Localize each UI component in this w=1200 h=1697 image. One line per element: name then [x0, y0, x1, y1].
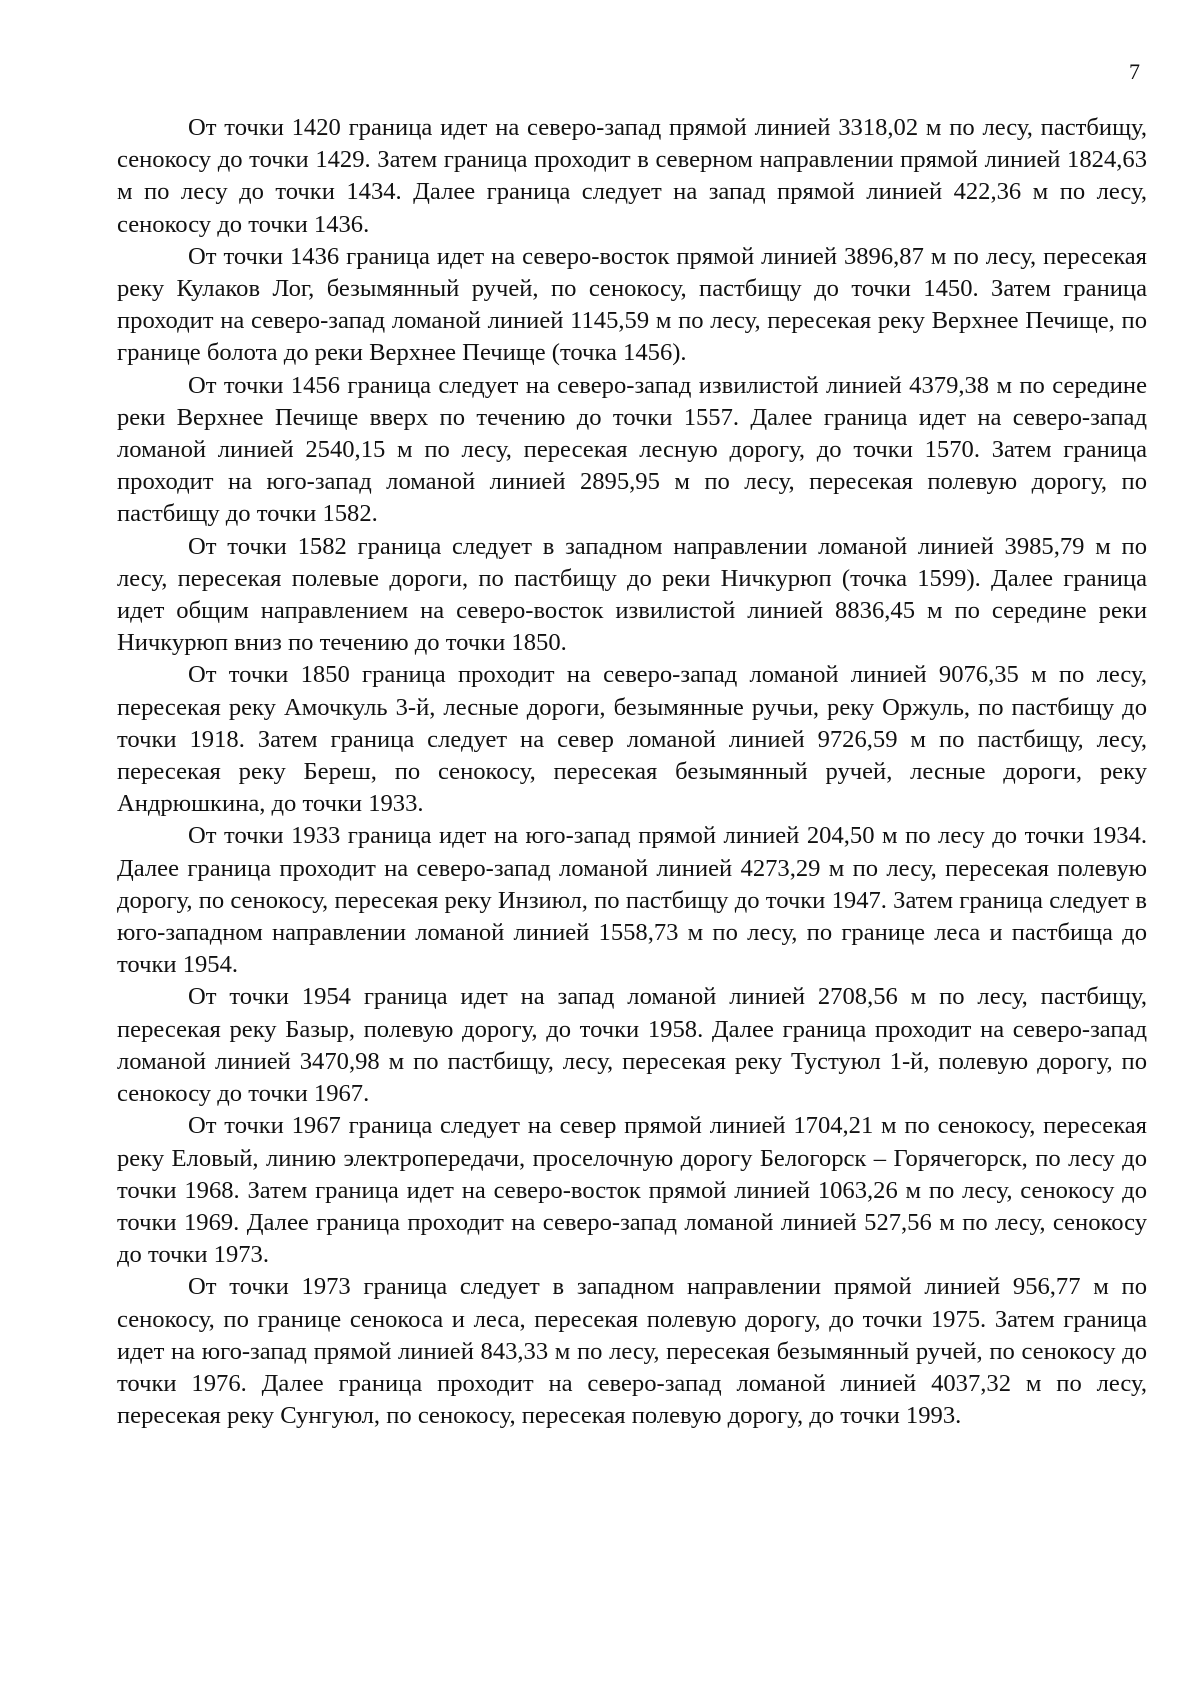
paragraph-4: От точки 1582 граница следует в западном направлении ломаной линией 3985,79 м по лесу, пересекая полевые дороги, по пастбищу до реки Ничкурюп (точка 1599). Далее граница идет общим направлением на северо-восток извилистой линией 8836,45 м по середине реки Ничкурюп вниз по течению до точки 1850. [117, 532, 1147, 657]
paragraph-9: От точки 1973 граница следует в западном направлении прямой линией 956,77 м по сенокосу, по границе сенокоса и леса, пересекая полевую дорогу, до точки 1975. Затем граница идет на юго-запад прямой линией 843,33 м по лесу, пересекая безымянный ручей, по сенокосу до точки 1976. Далее граница проходит на северо-запад ломаной линией 4037,32 м по лесу, пересекая реку Сунгуюл, по сенокосу, пересекая полевую дорогу, до точки 1993. [117, 1273, 1147, 1430]
paragraph-3: От точки 1456 граница следует на северо-запад извилистой линией 4379,38 м по середине реки Верхнее Печище вверх по течению до точки 1557. Далее граница идет на северо-запад ломаной линией 2540,15 м по лесу, пересекая лесную дорогу, до точки 1570. Затем граница проходит на юго-запад ломаной линией 2895,95 м по лесу, пересекая полевую дорогу, по пастбищу до точки 1582. [117, 371, 1147, 528]
paragraph-7: От точки 1954 граница идет на запад ломаной линией 2708,56 м по лесу, пастбищу, пересекая реку Базыр, полевую дорогу, до точки 1958. Далее граница проходит на северо-запад ломаной линией 3470,98 м по пастбищу, лесу, пересекая реку Тустуюл 1-й, полевую дорогу, по сенокосу до точки 1967. [117, 983, 1147, 1108]
paragraph-2: От точки 1436 граница идет на северо-восток прямой линией 3896,87 м по лесу, пересекая реку Кулаков Лог, безымянный ручей, по сенокосу, пастбищу до точки 1450. Затем граница проходит на северо-запад ломаной линией 1145,59 м по лесу, пересекая реку Верхнее Печище, по границе болота до реки Верхнее Печище (точка 1456). [117, 242, 1147, 367]
paragraph-1: От точки 1420 граница идет на северо-запад прямой линией 3318,02 м по лесу, пастбищу, сенокосу до точки 1429. Затем граница проходит в северном направлении прямой линией 1824,63 м по лесу до точки 1434. Далее граница следует на запад прямой линией 422,36 м по лесу, сенокосу до точки 1436. [117, 114, 1147, 238]
document-body [117, 112, 1147, 1432]
paragraph-6: От точки 1933 граница идет на юго-запад прямой линией 204,50 м по лесу до точки 1934. Далее граница проходит на северо-запад ломаной линией 4273,29 м по лесу, пересекая полевую дорогу, по сенокосу, пересекая реку Инзиюл, по пастбищу до точки 1947. Затем граница следует в юго-западном направлении ломаной линией 1558,73 м по лесу, по границе леса и пастбища до точки 1954. [117, 822, 1147, 979]
page-number: 7 [1129, 59, 1140, 84]
paragraph-8: От точки 1967 граница следует на север прямой линией 1704,21 м по сенокосу, пересекая реку Еловый, линию электропередачи, проселочную дорогу Белогорск – Горячегорск, по лесу до точки 1968. Затем граница идет на северо-восток прямой линией 1063,26 м по лесу, сенокосу до точки 1969. Далее граница проходит на северо-запад ломаной линией 527,56 м по лесу, сенокосу до точки 1973. [117, 1112, 1147, 1269]
paragraph-5: От точки 1850 граница проходит на северо-запад ломаной линией 9076,35 м по лесу, пересекая реку Амочкуль 3-й, лесные дороги, безымянные ручьи, реку Оржуль, по пастбищу до точки 1918. Затем граница следует на север ломаной линией 9726,59 м по пастбищу, лесу, пересекая реку Береш, по сенокосу, пересекая безымянный ручей, лесные дороги, реку Андрюшкина, до точки 1933. [117, 661, 1147, 818]
